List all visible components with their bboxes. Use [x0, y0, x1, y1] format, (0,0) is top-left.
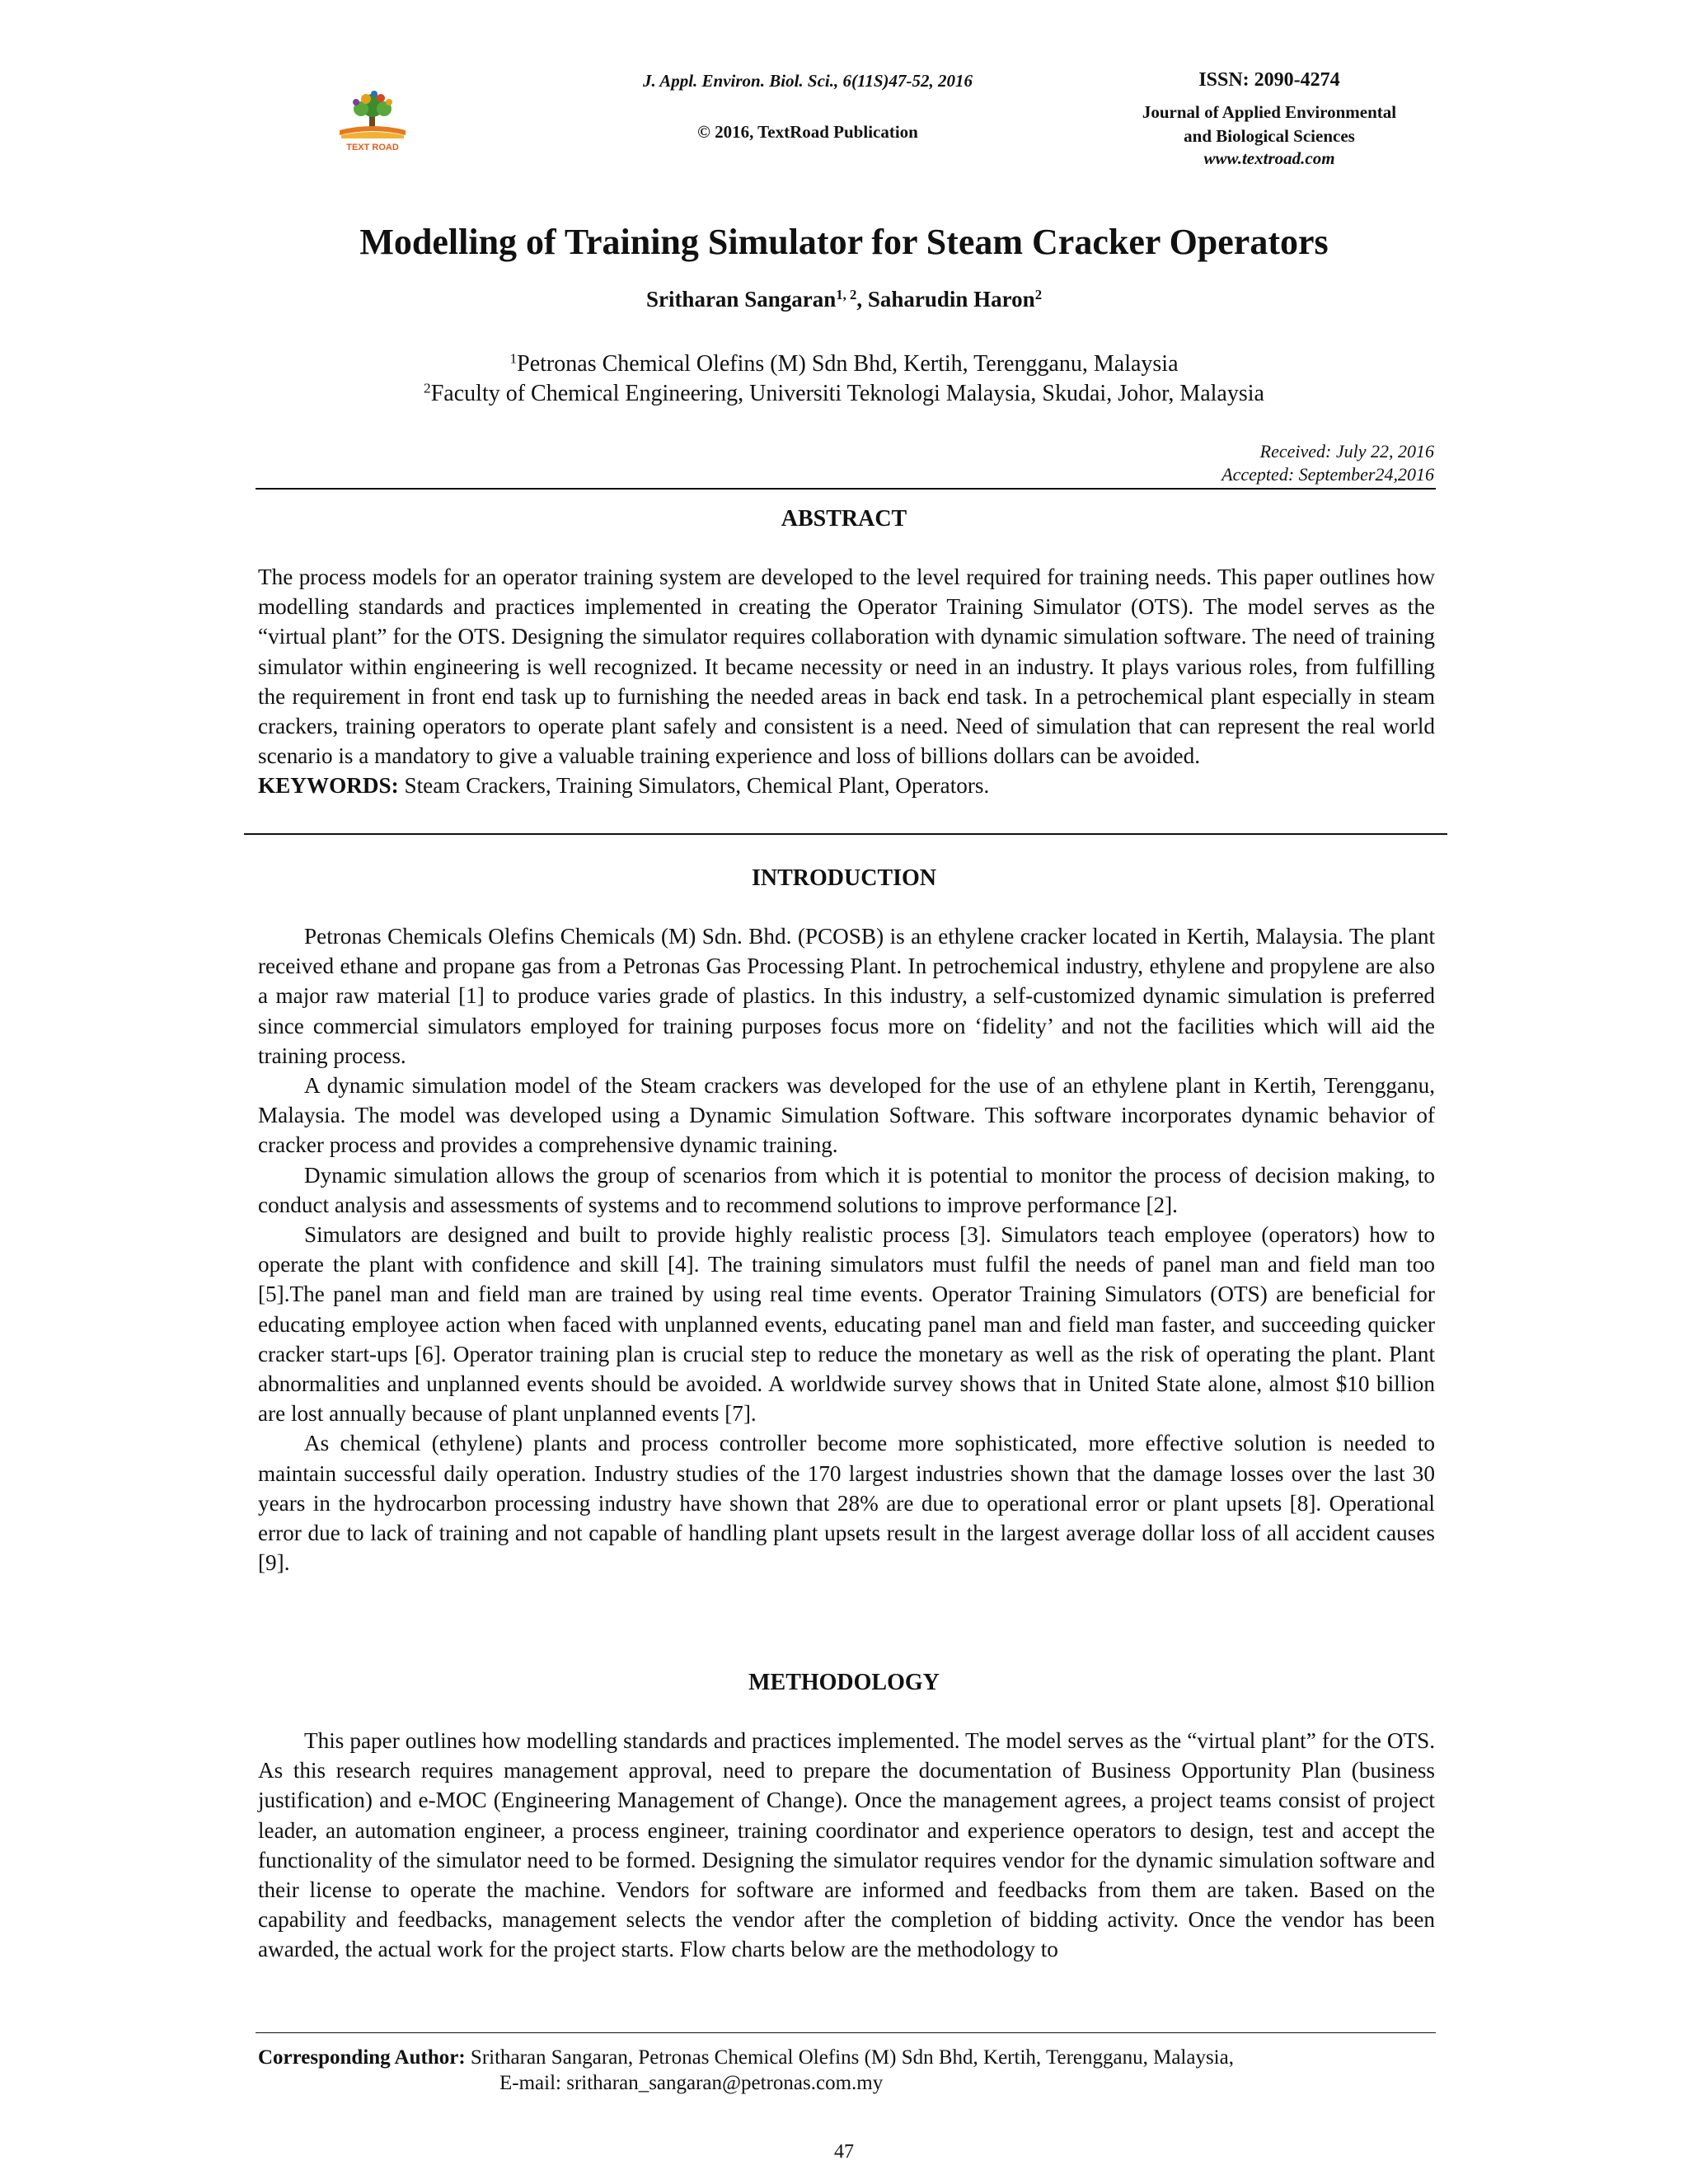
intro-paragraph-3: Dynamic simulation allows the group of scenarios from which it is potential to monitor the process of decision making, to conduct analysis and assessments of systems and to recommend solutions to improve performance [2]. — [258, 1162, 1435, 1217]
journal-url[interactable]: www.textroad.com — [1203, 148, 1335, 168]
affiliation-1 — [0, 351, 1688, 377]
corresponding-author-text: Sritharan Sangaran, Petronas Chemical Olefins (M) Sdn Bhd, Kertih, Terengganu, Malaysia, — [465, 2046, 1234, 2069]
issn: ISSN: 2090-4274 — [1198, 69, 1340, 91]
received-date: Received: July 22, 2016 — [1259, 441, 1434, 462]
accepted-date: Accepted: September24,2016 — [1221, 464, 1434, 485]
author-line — [0, 287, 1688, 312]
author-separator: , — [856, 287, 868, 312]
intro-paragraph-1: Petronas Chemicals Olefins Chemicals (M) Sdn. Bhd. (PCOSB) is an ethylene cracker located in Kertih, Malaysia. The plant received ethane and propane gas from a Petronas Gas Processing Plant. In petrochemical industry, ethylene and propylene are also a major raw material [1] to produce varies grade of plastics. In this industry, a self-customized dynamic simulation is preferred since commercial simulators employed for training purposes focus more on ‘fidelity’ and not the facilities which will aid the training process. — [258, 924, 1435, 1068]
keywords-list: Steam Crackers, Training Simulators, Chemical Plant, Operators. — [398, 773, 990, 799]
abstract-bottom-rule — [244, 833, 1447, 835]
affiliation-1-text: Petronas Chemical Olefins (M) Sdn Bhd, Kertih, Terengganu, Malaysia — [517, 351, 1179, 377]
textroad-logo — [323, 89, 422, 155]
keywords-label: KEYWORDS: — [258, 773, 399, 799]
abstract-heading: ABSTRACT — [781, 506, 907, 532]
methodology-paragraph: This paper outlines how modelling standards and practices implemented. The model serves as the “virtual plant” for the OTS. As this research requires management approval, need to prepare the documentation of Business Opportunity Plan (business justification) and e-MOC (Engineering Management of Change). Once the management agrees, a project teams consist of project leader, an automation engineer, a process engineer, training coordinator and experience operators to design, test and accept the functionality of the simulator need to be formed. Designing the simulator requires vendor for the dynamic simulation software and their license to operate the machine. Vendors for software are informed and feedbacks from them are taken. Based on the capability and feedbacks, management selects the vendor after the completion of bidding activity. Once the vendor has been awarded, the actual work for the project starts. Flow charts below are the methodology to — [258, 1728, 1435, 1962]
corresponding-email[interactable]: E-mail: sritharan_sangaran@petronas.com.my — [499, 2072, 884, 2094]
journal-name-line1: Journal of Applied Environmental — [1142, 102, 1397, 122]
journal-citation: J. Appl. Environ. Biol. Sci., 6(11S)47-52, 2016 — [642, 71, 973, 91]
page-number: 47 — [834, 2141, 854, 2163]
methodology-heading: METHODOLOGY — [748, 1670, 940, 1695]
abstract-top-rule — [256, 488, 1436, 490]
footer-rule — [256, 2032, 1436, 2033]
journal-name-line2: and Biological Sciences — [1184, 126, 1355, 146]
author-2-affil-mark: 2 — [1034, 286, 1043, 302]
introduction-heading: INTRODUCTION — [751, 865, 937, 891]
author-2: Saharudin Haron — [867, 287, 1035, 312]
affiliation-1-mark: 1 — [509, 350, 518, 367]
logo-text: TEXT ROAD — [346, 143, 399, 152]
author-1: Sritharan Sangaran — [645, 287, 837, 312]
affiliation-2-mark: 2 — [424, 380, 431, 396]
paper-title: Modelling of Training Simulator for Steam Cracker Operators — [359, 222, 1329, 262]
intro-paragraph-5: As chemical (ethylene) plants and process controller become more sophisticated, more effective solution is needed to maintain successful daily operation. Industry studies of the 170 largest industries shown that the damage losses over the last 30 years in the hydrocarbon processing industry have shown that 28% are due to operational error or plant upsets [8]. Operational error due to lack of training and not capable of handling plant upsets result in the largest average dollar loss of all accident causes [9]. — [258, 1431, 1435, 1576]
corresponding-author-label: Corresponding Author: — [258, 2046, 466, 2069]
intro-paragraph-4: Simulators are designed and built to provide highly realistic process [3]. Simulators teach employee (operators) how to operate the plant with confidence and skill [4]. The training simulators must fulfil the needs of panel man and field man too [5].The panel man and field man are trained by using real time events. Operator Training Simulators (OTS) are beneficial for educating employee action when faced with unplanned events, educating panel man and field man faster, and succeeding quicker cracker start-ups [6]. Operator training plan is crucial step to reduce the monetary as well as the risk of operating the plant. Plant abnormalities and unplanned events should be avoided. A worldwide survey shows that in United State alone, almost $10 billion are lost annually because of plant unplanned events [7]. — [258, 1222, 1435, 1427]
journal-name — [1104, 101, 1434, 148]
keywords-line — [258, 771, 1435, 800]
intro-paragraph-2: A dynamic simulation model of the Steam crackers was developed for the use of an ethylene plant in Kertih, Terengganu, Malaysia. The model was developed using a Dynamic Simulation Software. This software incorporates dynamic behavior of cracker process and provides a comprehensive dynamic training. — [258, 1073, 1435, 1158]
copyright-line: © 2016, TextRoad Publication — [697, 122, 918, 142]
abstract-paragraph: The process models for an operator training system are developed to the level required for training needs. This paper outlines how modelling standards and practices implemented in creating the Operator Training Simulator (OTS). The model serves as the “virtual plant” for the OTS. Designing the simulator requires collaboration with dynamic simulation software. The need of training simulator within engineering is well recognized. It became necessity or need in an industry. It plays various roles, from fulfilling the requirement in front end task up to furnishing the needed areas in back end task. In a petrochemical plant especially in steam crackers, training operators to operate plant safely and consistent is a need. Need of simulation that can represent the real world scenario is a mandatory to give a valuable training experience and loss of billions dollars can be avoided. — [258, 565, 1435, 769]
methodology-body — [258, 1726, 1435, 1965]
affiliation-2-text: Faculty of Chemical Engineering, Universiti Teknologi Malaysia, Skudai, Johor, Malaysia — [430, 381, 1264, 406]
introduction-body — [258, 921, 1435, 1577]
abstract-body — [258, 562, 1435, 801]
corresponding-author — [258, 2044, 1234, 2072]
affiliation-2 — [0, 381, 1688, 407]
author-1-affil-mark: 1, 2 — [836, 286, 857, 302]
